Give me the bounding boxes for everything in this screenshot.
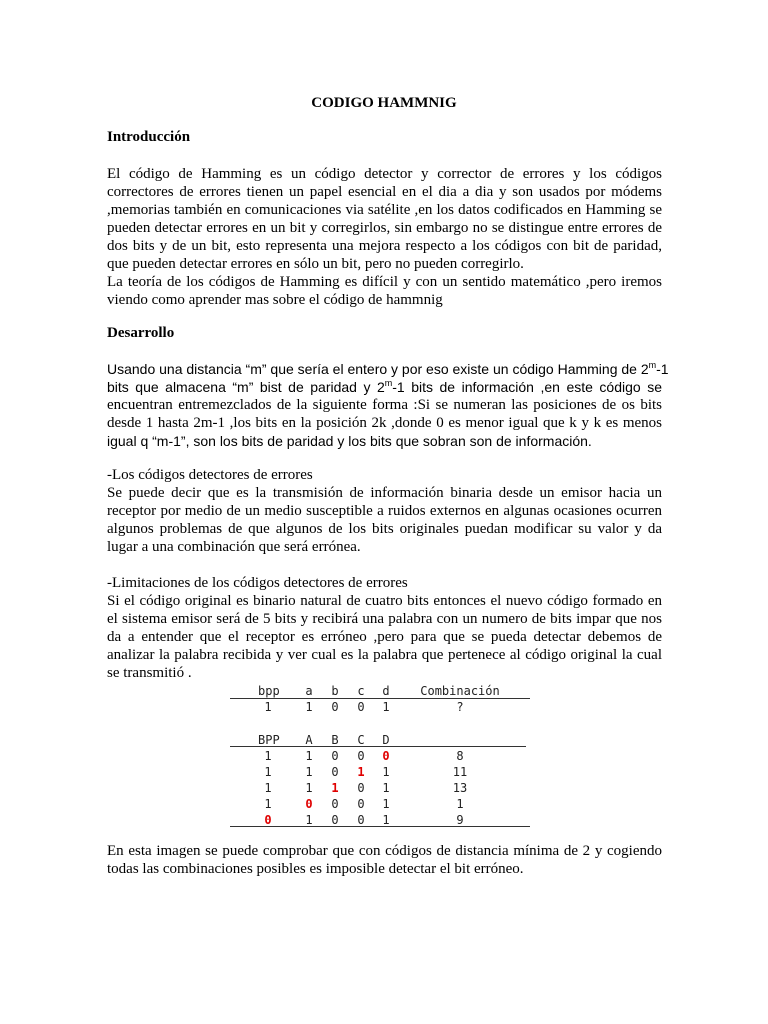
table-cell: 1 xyxy=(264,781,272,795)
table-cell: 1 xyxy=(264,749,272,763)
table-cell: 0 xyxy=(331,813,339,827)
text-line: algunos problemas de que algunos de los bits originales puedan modificar su valor y da xyxy=(107,521,662,537)
text-line: analizar la palabra recibida y ver cual es la palabra que pertenece al código original la cual xyxy=(107,647,662,663)
text-line: receptor por medio de un medio susceptible a ruidos externos en algunas ocasiones ocurren xyxy=(107,503,662,519)
table-cell: 1 xyxy=(305,781,313,795)
table-row xyxy=(230,763,530,778)
header-cell: a xyxy=(305,684,313,698)
header-cell: B xyxy=(331,733,339,747)
table-cell: 8 xyxy=(456,749,464,763)
table-rule xyxy=(230,826,530,827)
text-line: encuentran entremezclados de la siguiente forma :Si se numeran las posiciones de os bits xyxy=(107,397,662,413)
text-line: La teoría de los códigos de Hamming es difícil y con un sentido matemático ,pero iremos xyxy=(107,274,662,290)
text-line: se transmitió . xyxy=(107,665,192,681)
text-line: Usando una distancia “m” que sería el entero y por eso existe un código Hamming de 2$^m$-1 xyxy=(107,360,669,377)
table-row xyxy=(230,747,530,762)
text-line: desde 1 hasta 2m-1 ,los bits en la posición 2k ,donde 0 es menor igual que k y k es menos xyxy=(107,415,662,431)
error-bit-cell: 0 xyxy=(264,813,272,827)
error-bit-cell: 1 xyxy=(331,781,339,795)
table-cell: 0 xyxy=(331,749,339,763)
error-bit-cell: 0 xyxy=(305,797,313,811)
desarrollo-paragraph xyxy=(107,360,669,450)
table-cell: 0 xyxy=(357,749,365,763)
table-cell: 1 xyxy=(382,813,390,827)
table-header xyxy=(230,682,530,697)
table-cell: 1 xyxy=(264,765,272,779)
table-cell: 11 xyxy=(452,765,468,779)
text-line: el sistema emisor será de 5 bits y recibirá una palabra con un numero de bits impar que nos xyxy=(107,611,662,627)
text-line: Se puede decir que es la transmisión de información binaria desde un emisor hacia un xyxy=(107,485,662,501)
error-bit-cell: 1 xyxy=(357,765,365,779)
table-header xyxy=(230,731,530,746)
table-cell: 1 xyxy=(382,781,390,795)
header-cell: b xyxy=(331,684,339,698)
text-line: viendo como aprender mas sobre el código de hammnig xyxy=(107,292,443,308)
table-row xyxy=(230,811,530,826)
hamming-table xyxy=(230,678,530,828)
text-line: ,memorias también en comunicaciones via satélite ,en los datos codificados en Hamming se xyxy=(107,202,662,218)
text-line: dos bits y de un bit, esto representa una mejora respecto a los códigos con bit de paridad, xyxy=(107,238,662,254)
table-cell: 1 xyxy=(456,797,464,811)
header-cell: bpp xyxy=(258,684,280,698)
table-cell: ? xyxy=(456,700,464,714)
table-cell: 1 xyxy=(305,700,313,714)
header-cell: C xyxy=(357,733,365,747)
text-line: da a entender que el receptor es erróneo ,pero para que se pueda detectar debemos de xyxy=(107,629,662,645)
text-line: El código de Hamming es un código detector y corrector de errores y los códigos xyxy=(107,166,662,182)
table-cell: 1 xyxy=(382,700,390,714)
text-line: que pueden detectar errores en sólo un bit, pero no pueden corregirlo. xyxy=(107,256,524,272)
header-cell: d xyxy=(382,684,390,698)
table-cell: 0 xyxy=(357,700,365,714)
table-cell: 0 xyxy=(357,781,365,795)
text-line: lugar a una combinación que será errónea. xyxy=(107,539,361,555)
table-cell: 1 xyxy=(305,765,313,779)
table-cell: 1 xyxy=(264,700,272,714)
table-cell: 0 xyxy=(357,797,365,811)
superscript: m xyxy=(648,360,657,370)
limitaciones-paragraph xyxy=(107,574,662,682)
text-line: todas las combinaciones posibles es imposible detectar el bit erróneo. xyxy=(107,861,524,877)
table-cell: 0 xyxy=(331,700,339,714)
table-row xyxy=(230,795,530,810)
header-cell: BPP xyxy=(258,733,280,747)
header-cell: A xyxy=(305,733,313,747)
header-cell: D xyxy=(382,733,390,747)
table-cell: 1 xyxy=(305,749,313,763)
section-subtitle: -Limitaciones de los códigos detectores de errores xyxy=(107,575,408,591)
table-cell: 0 xyxy=(357,813,365,827)
header-cell: c xyxy=(357,684,365,698)
desarrollo-heading: Desarrollo xyxy=(107,325,175,341)
text-line: correctores de errores tienen un papel esencial en el dia a dia y son usados por módems xyxy=(107,184,662,200)
table-cell: 1 xyxy=(264,797,272,811)
table-cell: 1 xyxy=(382,797,390,811)
error-bit-cell: 0 xyxy=(382,749,390,763)
intro-paragraph xyxy=(107,165,662,309)
table-cell: 1 xyxy=(305,813,313,827)
header-cell: Combinación xyxy=(420,684,500,698)
table-row xyxy=(230,698,530,713)
section-subtitle: -Los códigos detectores de errores xyxy=(107,467,313,483)
table-cell: 0 xyxy=(331,765,339,779)
text-line: bits que almacena “m” bist de paridad y 2$^m$-1 bits de información ,en este código se xyxy=(107,378,662,395)
text-line: Si el código original es binario natural de cuatro bits entonces el nuevo código formado en xyxy=(107,593,662,609)
text-line: igual q “m-1”, son los bits de paridad y los bits que sobran son de información. xyxy=(107,433,592,449)
table-cell: 1 xyxy=(382,765,390,779)
text-line: En esta imagen se puede comprobar que con códigos de distancia mínima de 2 y cogiendo xyxy=(107,843,662,859)
intro-heading: Introducción xyxy=(107,129,191,145)
detectores-paragraph xyxy=(107,466,662,556)
table-row xyxy=(230,779,530,794)
text-line: pueden detectar errores en un bit y corregirlos, sin embargo no se distingue entre errores de xyxy=(107,220,662,236)
table-cell: 13 xyxy=(452,781,468,795)
table-cell: 0 xyxy=(331,797,339,811)
superscript: m xyxy=(384,378,393,388)
document-title: CODIGO HAMMNIG xyxy=(311,95,457,111)
table-cell: 9 xyxy=(456,813,464,827)
conclusion-paragraph xyxy=(107,842,662,878)
